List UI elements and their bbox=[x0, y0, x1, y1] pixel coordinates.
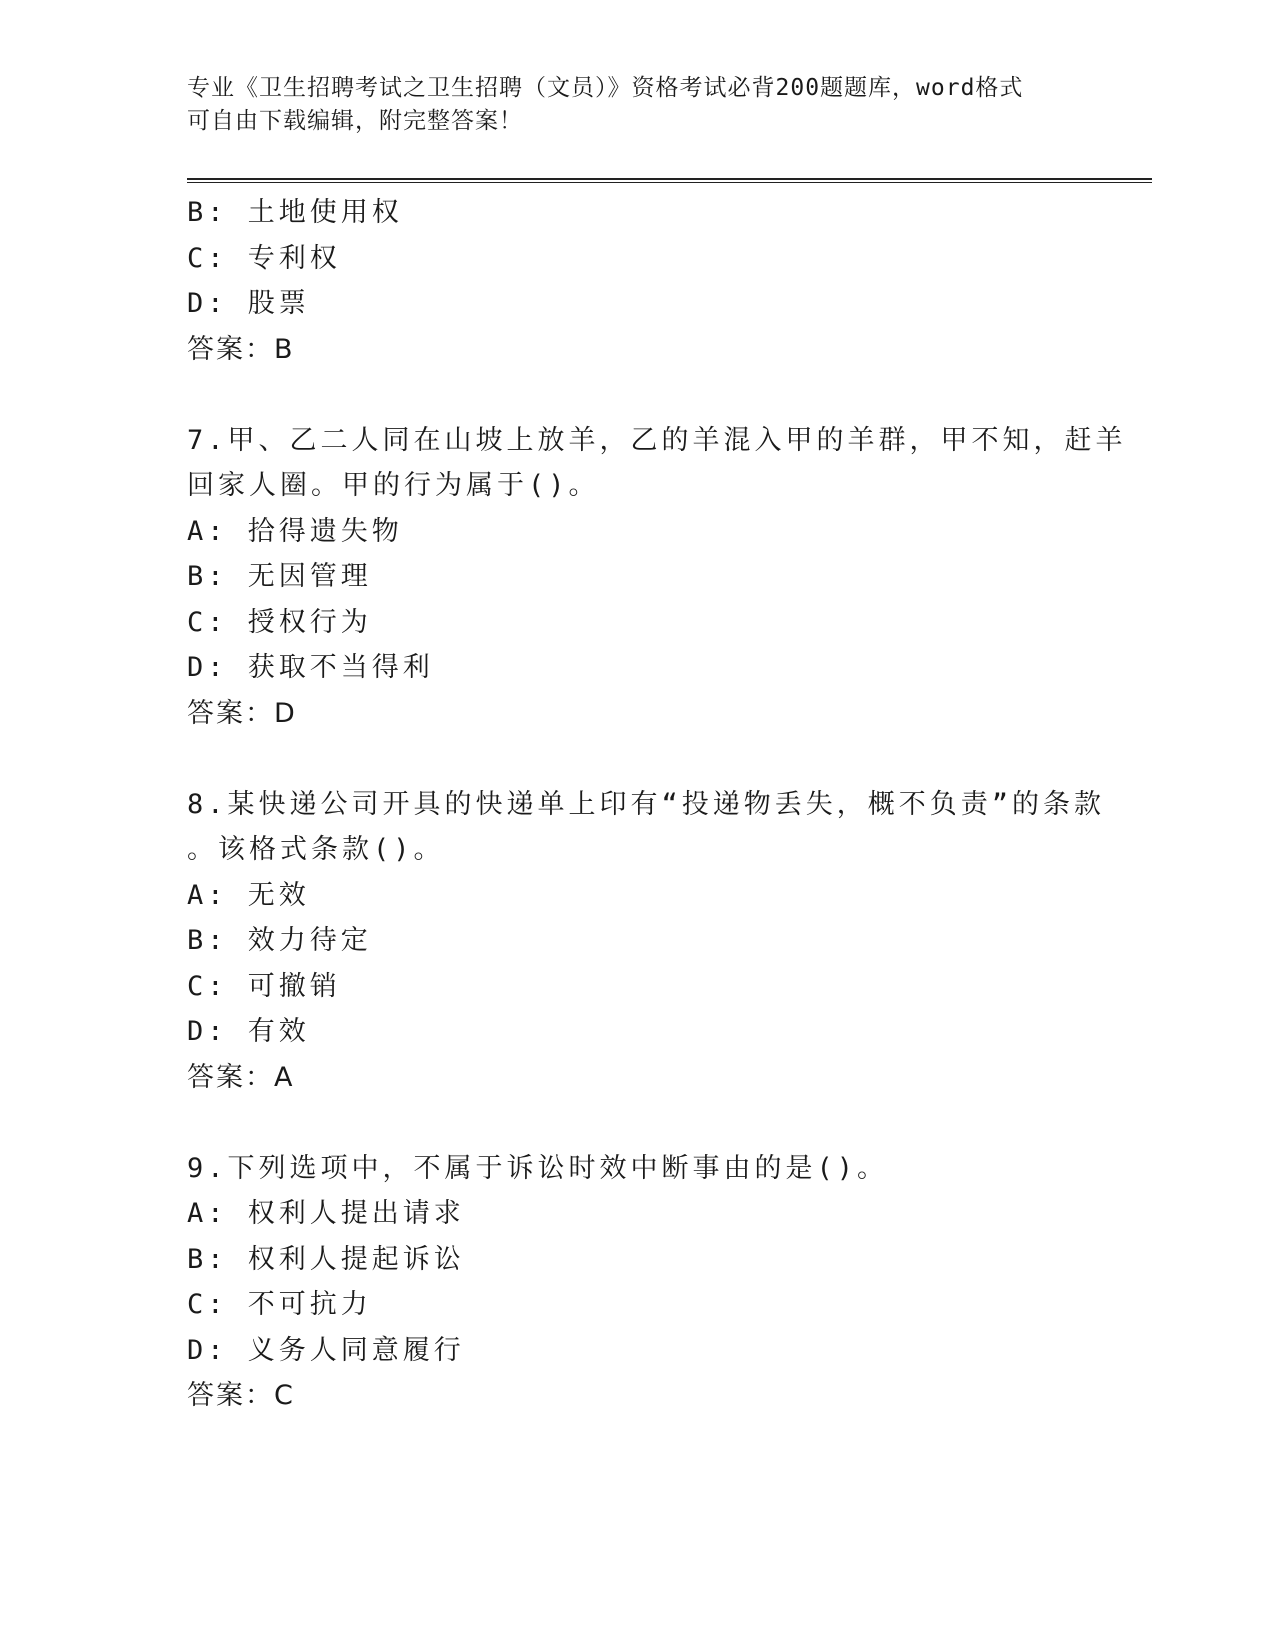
option-b: B: 无因管理 bbox=[187, 561, 372, 592]
spacer bbox=[187, 1100, 1087, 1146]
question-text-line: 8.某快递公司开具的快递单上印有“投递物丢失，概不负责”的条款 bbox=[187, 788, 1106, 820]
question-text-line: 回家人圈。甲的行为属于()。 bbox=[187, 470, 600, 501]
option-d: D: 获取不当得利 bbox=[187, 652, 434, 683]
header-divider bbox=[187, 178, 1152, 183]
answer: 答案：B bbox=[187, 333, 295, 365]
answer: 答案：C bbox=[187, 1380, 295, 1411]
question-list bbox=[187, 190, 1127, 1419]
answer: 答案：D bbox=[187, 697, 297, 729]
question-text-line: 9.下列选项中，不属于诉讼时效中断事由的是()。 bbox=[187, 1152, 889, 1184]
spacer bbox=[187, 372, 1087, 418]
header-line-2: 可自由下载编辑，附完整答案！ bbox=[187, 108, 523, 134]
question-9 bbox=[187, 1146, 1087, 1419]
option-d: D: 股票 bbox=[187, 288, 310, 319]
option-b: B: 权利人提起诉讼 bbox=[187, 1243, 465, 1275]
question-text-line: 。该格式条款()。 bbox=[187, 834, 445, 865]
option-a: A: 无效 bbox=[187, 879, 310, 911]
option-c: C: 专利权 bbox=[187, 242, 341, 274]
question-7 bbox=[187, 418, 1127, 737]
question-6-continuation bbox=[187, 190, 1087, 372]
option-a: A: 拾得遗失物 bbox=[187, 515, 403, 547]
answer: 答案：A bbox=[187, 1061, 295, 1093]
question-text-line: 7.甲、乙二人同在山坡上放羊，乙的羊混入甲的羊群，甲不知，赶羊 bbox=[187, 424, 1127, 456]
spacer bbox=[187, 736, 1087, 782]
document-header bbox=[187, 72, 1067, 138]
option-b: B: 效力待定 bbox=[187, 925, 372, 956]
option-c: C: 可撤销 bbox=[187, 970, 341, 1002]
question-8 bbox=[187, 782, 1106, 1101]
option-d: D: 义务人同意履行 bbox=[187, 1334, 465, 1366]
header-line-1: 专业《卫生招聘考试之卫生招聘（文员）》资格考试必背200题题库，word格式 bbox=[187, 75, 1024, 101]
option-b: B: 土地使用权 bbox=[187, 197, 403, 228]
option-c: C: 不可抗力 bbox=[187, 1289, 372, 1320]
option-d: D: 有效 bbox=[187, 1016, 310, 1047]
option-c: C: 授权行为 bbox=[187, 606, 372, 638]
option-a: A: 权利人提出请求 bbox=[187, 1198, 465, 1229]
